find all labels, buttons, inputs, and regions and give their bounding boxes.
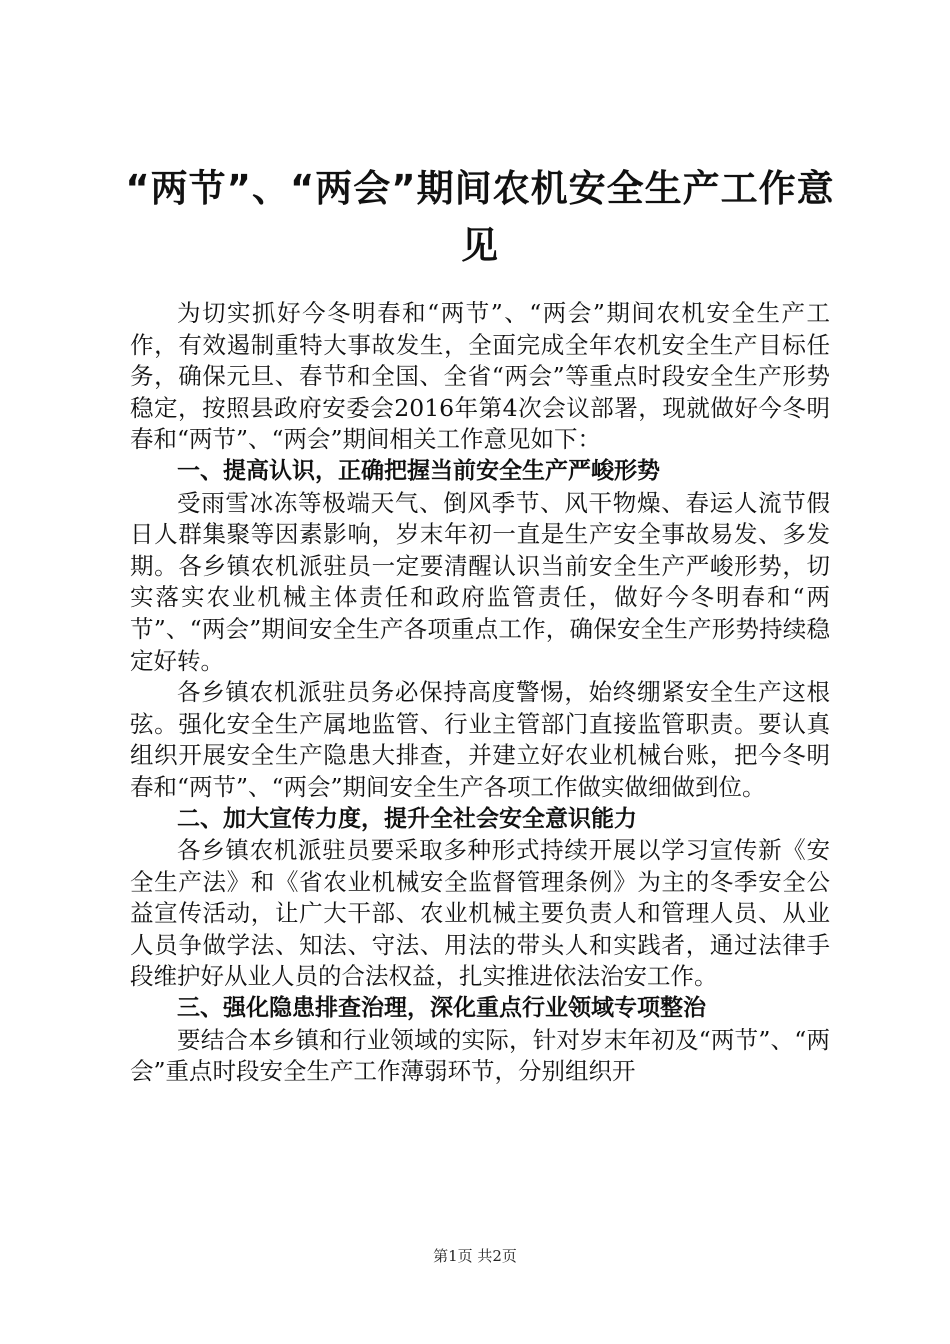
document-body	[130, 298, 830, 1088]
section-heading-1: 一、提高认识，正确把握当前安全生产严峻形势	[177, 457, 660, 484]
section-heading-2: 二、加大宣传力度，提升全社会安全意识能力	[177, 805, 637, 832]
document-title: “两节”、“两会”期间农机安全生产工作意见	[125, 167, 835, 267]
section-heading-3: 三、强化隐患排查治理，深化重点行业领域专项整治	[177, 995, 706, 1022]
section-1-paragraph-1: 受雨雪冰冻等极端天气、倒风季节、风干物燥、春运人流节假日人群集聚等因素影响，岁末年初一直是生产安全事故易发、多发期。各乡镇农机派驻员一定要清醒认识当前安全生产严峻形势，切实落实农业机械主体责任和政府监管责任，做好今冬明春和“两节”、“两会”期间安全生产各项重点工作，确保安全生产形势持续稳定好转。	[130, 488, 830, 675]
section-3-paragraph-1: 要结合本乡镇和行业领域的实际，针对岁末年初及“两节”、“两会”重点时段安全生产工作薄弱环节，分别组织开	[130, 1025, 830, 1086]
page-footer: 第1页 共2页	[433, 1247, 517, 1265]
intro-paragraph: 为切实抓好今冬明春和“两节”、“两会”期间农机安全生产工作，有效遏制重特大事故发生，全面完成全年农机安全生产目标任务，确保元旦、春节和全国、全省“两会”等重点时段安全生产形势稳定，按照县政府安委会2016年第4次会议部署，现就做好今冬明春和“两节”、“两会”期间相关工作意见如下：	[130, 299, 830, 454]
section-2-paragraph-1: 各乡镇农机派驻员要采取多种形式持续开展以学习宣传新《安全生产法》和《省农业机械安全监督管理条例》为主的冬季安全公益宣传活动，让广大干部、农业机械主要负责人和管理人员、从业人员争做学法、知法、守法、用法的带头人和实践者，通过法律手段维护好从业人员的合法权益，扎实推进依法治安工作。	[130, 836, 830, 991]
section-1-paragraph-2: 各乡镇农机派驻员务必保持高度警惕，始终绷紧安全生产这根弦。强化安全生产属地监管、行业主管部门直接监管职责。要认真组织开展安全生产隐患大排查，并建立好农业机械台账，把今冬明春和“两节”、“两会”期间安全生产各项工作做实做细做到位。	[130, 678, 830, 801]
